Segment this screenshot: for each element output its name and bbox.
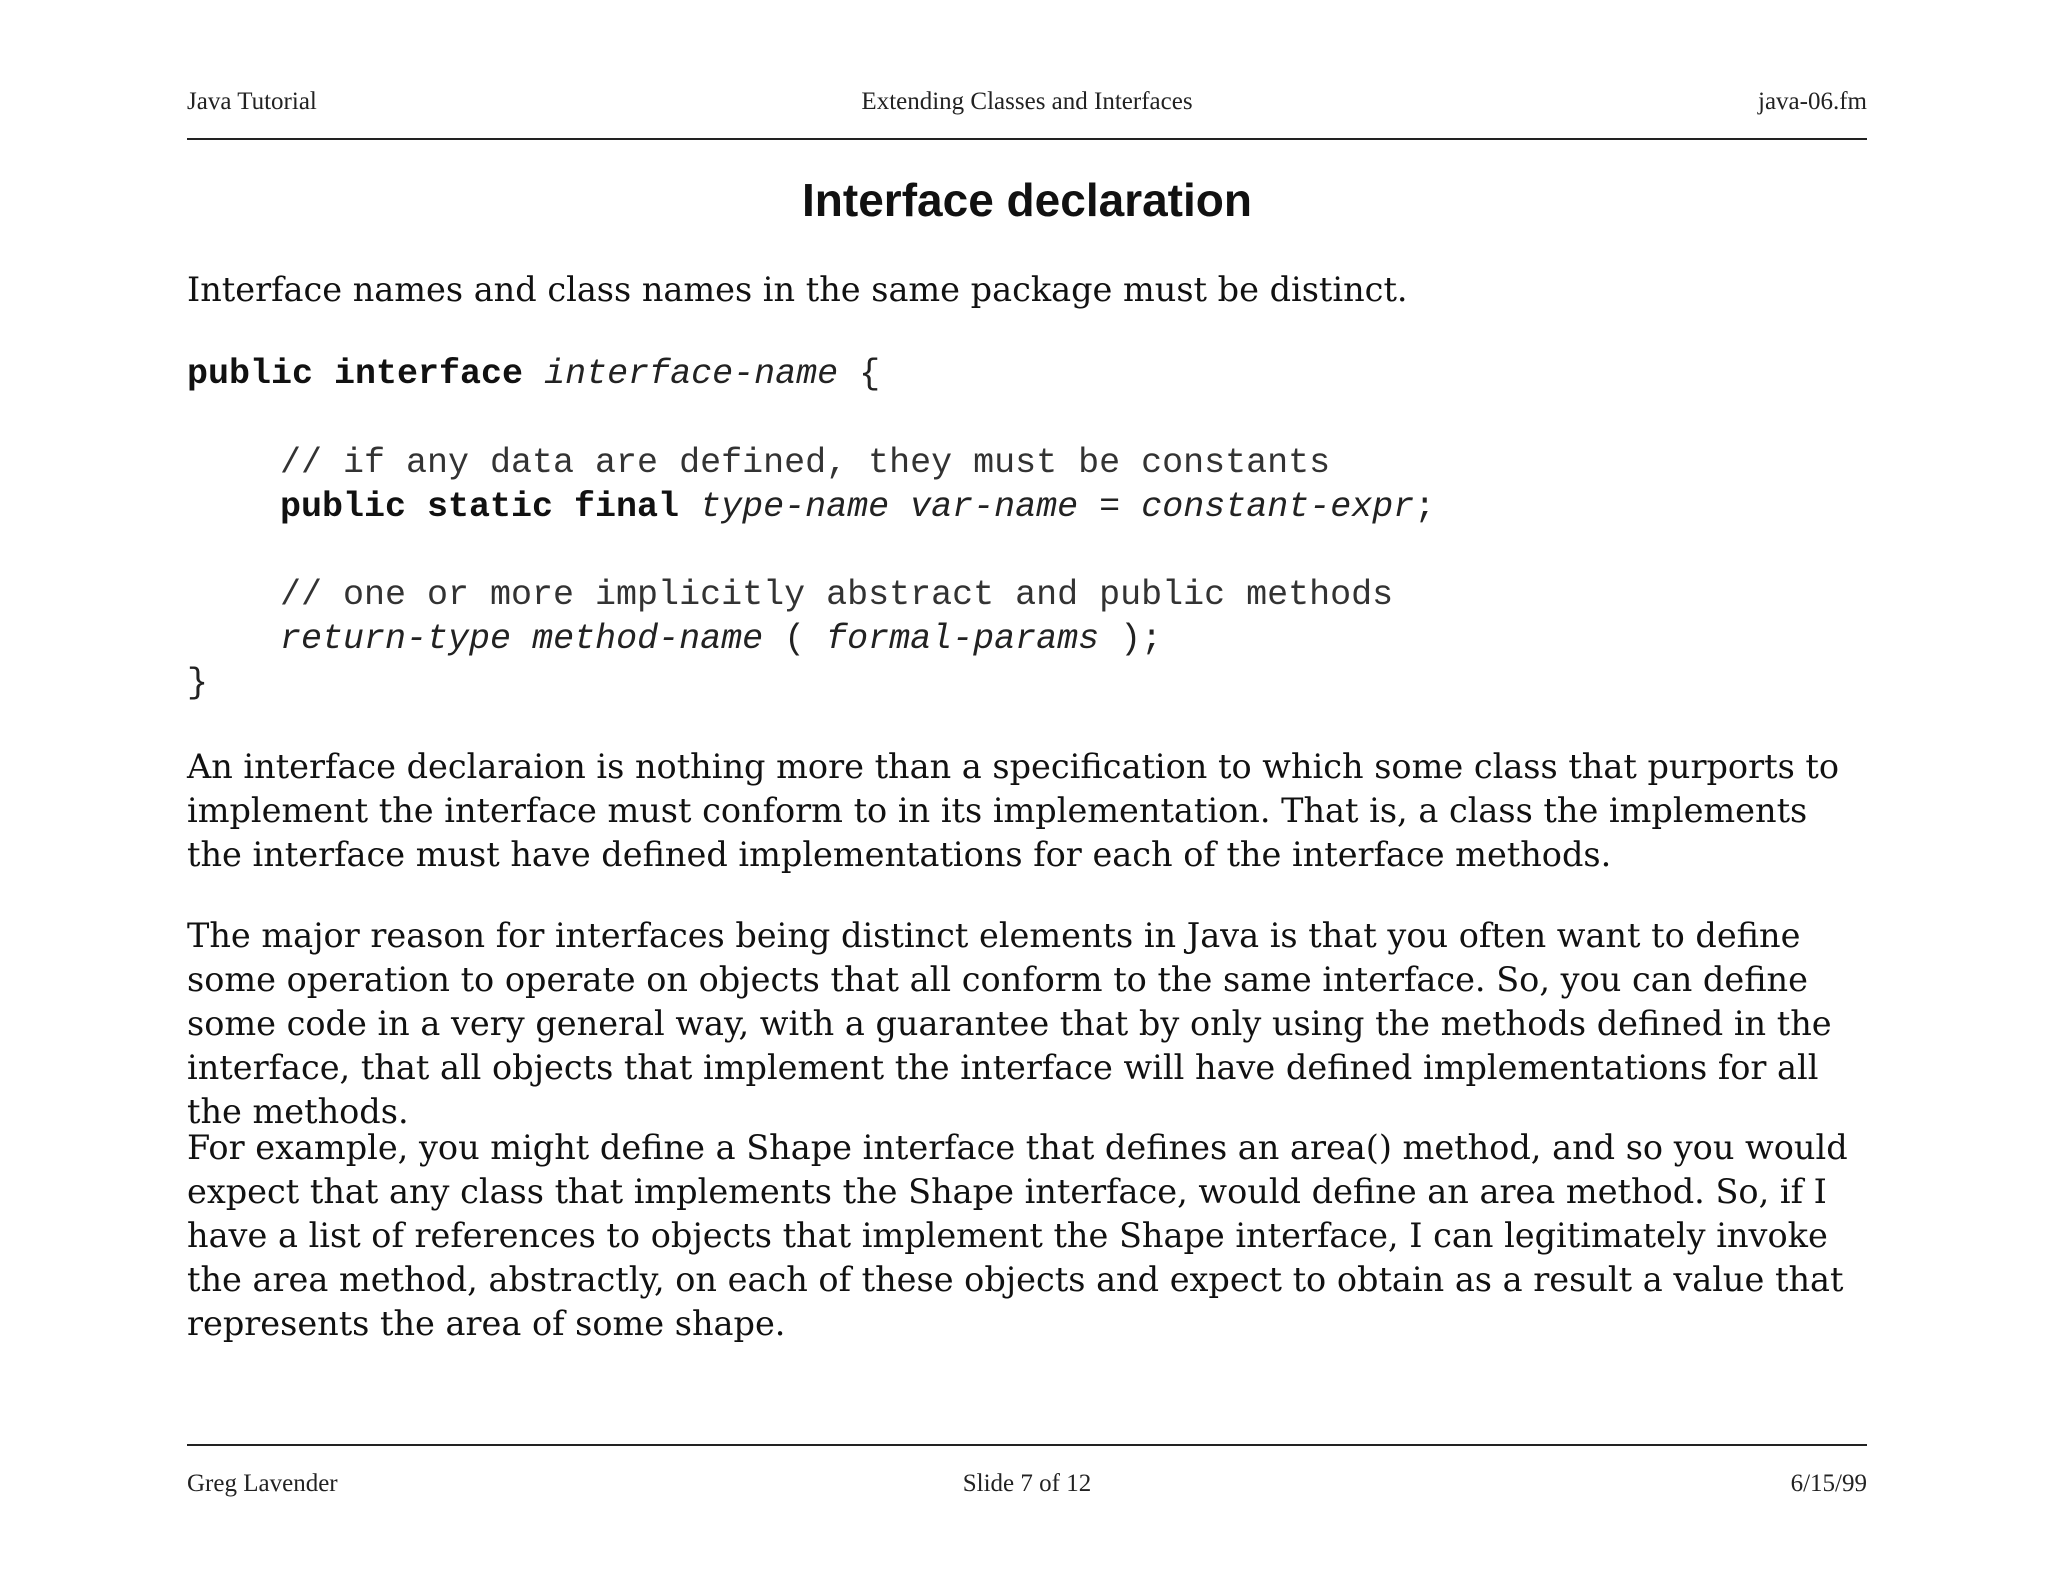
footer-right: 6/15/99 [1790, 1470, 1867, 1497]
header-center: Extending Classes and Interfaces [861, 88, 1193, 115]
body-paragraph-2: The major reason for interfaces being distinct elements in Java is that you often want to define some operation to operate on objects that all conform to the same interface. So, you can define some code in a very general way, with a guarantee that by only using the methods defined in the interface, that all objects that implement the interface will have defined implementations for all the methods. [187, 916, 1832, 1131]
code-keyword: public interface [187, 354, 524, 394]
footer-center: Slide 7 of 12 [962, 1470, 1092, 1497]
intro-paragraph: Interface names and class names in the same package must be distinct. [187, 270, 1408, 309]
running-header [187, 82, 1867, 122]
code-placeholder: var-name [910, 487, 1079, 527]
code-keyword: public static final [280, 487, 680, 527]
code-comment: // if any data are defined, they must be constants [280, 443, 1331, 483]
code-line-constant-decl [280, 485, 1435, 529]
code-comment: // one or more implicitly abstract and public methods [280, 575, 1394, 615]
footer-left: Greg Lavender [187, 1470, 338, 1497]
header-right: java-06.fm [1758, 88, 1867, 115]
code-placeholder: method-name [532, 619, 764, 659]
code-placeholder: formal-params [826, 619, 1100, 659]
code-text: ); [1099, 619, 1163, 659]
code-placeholder: interface-name [544, 354, 839, 394]
body-paragraph-3: For example, you might define a Shape interface that defines an area() method, and so you would expect that any class that implements the Shape interface, would define an area method. So, if I have a list of references to objects that implement the Shape interface, I can legitimately invoke the area method, abstractly, on each of these objects and expect to obtain as a result a value that represents the area of some shape. [187, 1128, 1848, 1343]
code-line-interface-decl [187, 352, 880, 396]
header-left: Java Tutorial [187, 88, 317, 115]
code-placeholder: constant-expr [1141, 487, 1415, 527]
code-text: { [838, 354, 881, 394]
code-text: } [187, 663, 209, 703]
code-text: ( [763, 619, 827, 659]
header-divider [187, 138, 1867, 140]
code-text: ; [1414, 487, 1436, 527]
code-line-close-brace [187, 661, 208, 705]
slide-page [187, 0, 1867, 1582]
body-paragraph-1: An interface declaraion is nothing more than a specification to which some class that purports to implement the interface must conform to in its implementation. That is, a class the implements the interface must have defined implementations for each of the interface methods. [187, 747, 1840, 874]
code-line-comment-methods [280, 573, 1393, 617]
running-footer [187, 1464, 1867, 1504]
code-line-comment-constants [280, 441, 1330, 485]
code-line-method-decl [280, 617, 1162, 661]
code-text: = [1078, 487, 1142, 527]
slide-title: Interface declaration [802, 174, 1252, 226]
code-placeholder: return-type [280, 619, 512, 659]
footer-divider [187, 1444, 1867, 1446]
code-placeholder: type-name [700, 487, 890, 527]
